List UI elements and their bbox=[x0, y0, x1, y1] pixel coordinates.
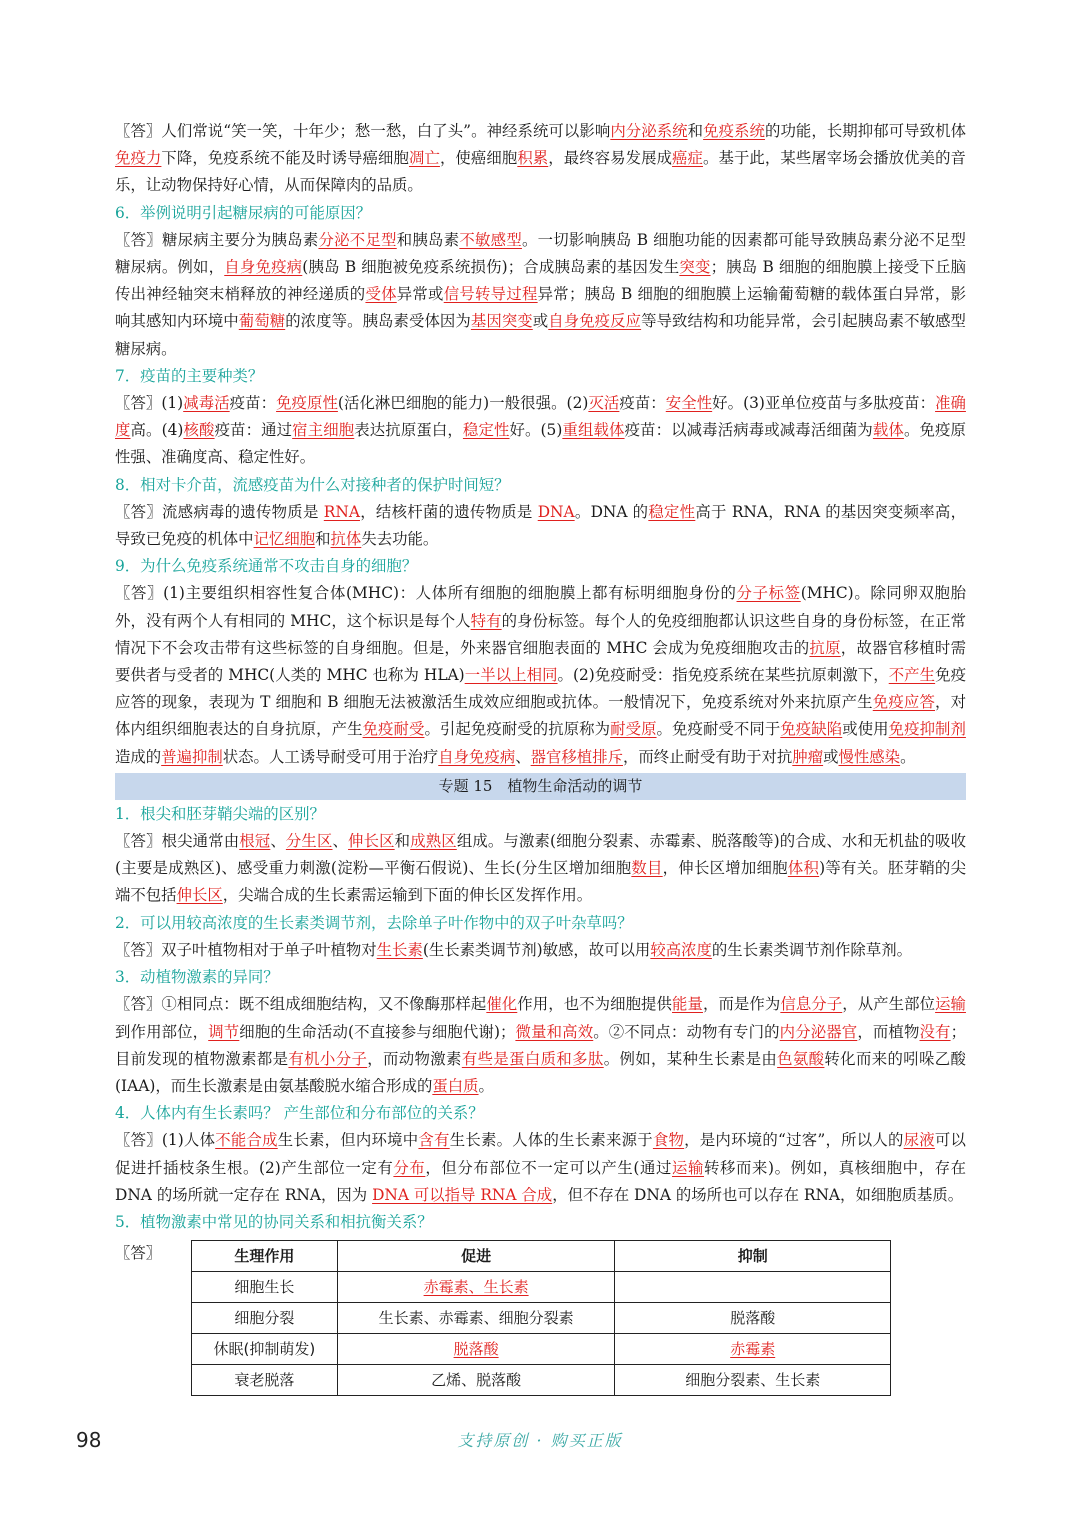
cell-effect bbox=[192, 1365, 338, 1396]
key-term: 分泌不足型 bbox=[318, 230, 397, 249]
cell-effect bbox=[192, 1272, 338, 1303]
table-row bbox=[192, 1334, 891, 1365]
cell-text: 脱落酸 bbox=[730, 1308, 776, 1327]
key-term: 器官移植排斥 bbox=[530, 747, 623, 766]
text-segment: 5．植物激素中常见的协同关系和相抗衡关系？ bbox=[115, 1212, 433, 1231]
text-segment: 〖答〗糖尿病主要分为胰岛素 bbox=[115, 230, 319, 249]
cell-promote bbox=[337, 1334, 615, 1365]
cell-promote bbox=[337, 1365, 615, 1396]
text-segment: 。例如，某种生长素是由 bbox=[603, 1049, 778, 1068]
key-term: 普遍抑制 bbox=[161, 747, 223, 766]
text-segment: 疫苗：以减毒活病毒或减毒活细菌为 bbox=[624, 421, 873, 440]
table-row bbox=[192, 1365, 891, 1396]
question-heading bbox=[115, 801, 966, 828]
key-term: 肿瘤 bbox=[792, 747, 824, 766]
text-segment: 高于 RNA，RNA 的基因突变频率高，导致已免疫的机体中 bbox=[115, 502, 966, 549]
key-term: 食物 bbox=[652, 1131, 685, 1150]
key-term: DNA bbox=[537, 502, 575, 521]
text-segment: 4．人体内有生长素吗？ 产生部位和分布部位的关系？ bbox=[115, 1104, 484, 1123]
key-term: 免疫抑制剂 bbox=[888, 720, 966, 739]
key-term: 积累 bbox=[517, 149, 549, 168]
key-term: 内分泌器官 bbox=[779, 1022, 858, 1041]
key-term: 信号转导过程 bbox=[443, 285, 538, 304]
cell-inhibit bbox=[615, 1272, 891, 1303]
key-term: 宿主细胞 bbox=[292, 421, 355, 440]
text-segment: 好。(5) bbox=[509, 421, 563, 440]
key-term: 基因突变 bbox=[470, 312, 533, 331]
text-segment: 和 bbox=[315, 530, 331, 549]
key-term: 突变 bbox=[679, 258, 711, 277]
question-heading bbox=[115, 1100, 966, 1127]
answer-paragraph bbox=[115, 118, 966, 200]
cell-text: 休眠(抑制萌发) bbox=[213, 1339, 316, 1358]
key-term: 特有 bbox=[470, 611, 502, 630]
text-segment: 免疫应答的现象，表现为 T 细胞和 B 细胞无法被激活生成效应细胞或抗体。一般情况下，免疫系统对外来抗原产生 bbox=[115, 666, 966, 712]
key-term: 抗体 bbox=[330, 530, 362, 549]
text-segment: 〖答〗(1) bbox=[115, 394, 184, 413]
text-segment: 失去功能。 bbox=[361, 530, 439, 549]
text-segment: )等有关。胚芽鞘的尖端不包括 bbox=[115, 859, 966, 905]
text-segment: 。DNA 的 bbox=[574, 502, 649, 521]
key-term: 信息分子 bbox=[780, 995, 843, 1014]
text-segment: ，使癌细胞 bbox=[439, 149, 518, 168]
text-segment: 作用，也不为细胞提供 bbox=[517, 995, 673, 1014]
key-term: 慢性感染 bbox=[838, 747, 901, 766]
text-segment: 生长素，但内环境中 bbox=[277, 1131, 419, 1150]
text-segment: 。 bbox=[478, 1076, 494, 1095]
text-segment: ，故器官移植时需要供者与受者的 MHC(人类的 MHC 也称为 HLA) bbox=[115, 638, 966, 685]
key-term: 分生区 bbox=[285, 832, 333, 851]
text-segment: 。免疫原性强、准确度高、稳定性好。 bbox=[115, 421, 966, 467]
text-segment: 转化而来的吲哚乙酸(IAA)，而生长激素是由氨基酸脱水缩合形成的 bbox=[115, 1049, 966, 1095]
key-term: 葡萄糖 bbox=[238, 312, 286, 331]
question-heading bbox=[115, 472, 966, 499]
cell-text: 细胞生长 bbox=[234, 1277, 295, 1296]
text-segment: 转移而来)。例如，真核细胞中，存在 DNA 的场所就一定存在 RNA，因为 bbox=[115, 1158, 966, 1204]
cell-inhibit bbox=[615, 1303, 891, 1334]
cell-promote bbox=[337, 1272, 615, 1303]
key-term: 较高浓度 bbox=[650, 940, 712, 959]
paragraph-list bbox=[115, 118, 966, 1236]
text-segment: 7．疫苗的主要种类？ bbox=[115, 366, 264, 385]
text-segment: ，对体内组织细胞表达的自身抗原，产生 bbox=[115, 693, 966, 739]
key-term: 受体 bbox=[365, 285, 397, 304]
text-segment: 的浓度等。胰岛素受体因为 bbox=[285, 312, 471, 331]
key-term: 分布 bbox=[393, 1158, 426, 1177]
key-term: 核酸 bbox=[183, 421, 215, 440]
text-segment: (MHC)。除同卵双胞胎外，没有两个人有相同的 MHC，这个标识是每个人 bbox=[115, 584, 966, 630]
key-term: 能量 bbox=[672, 995, 703, 1014]
text-segment: 的功能，长期抑郁可导致机体 bbox=[764, 122, 966, 140]
cell-text: 生长素、赤霉素、细胞分裂素 bbox=[378, 1308, 574, 1327]
key-term: 免疫系统 bbox=[703, 122, 765, 140]
text-segment: 。 bbox=[900, 747, 916, 766]
text-segment: 9．为什么免疫系统通常不攻击自身的细胞？ bbox=[115, 557, 418, 576]
key-term: 尿液 bbox=[903, 1131, 935, 1150]
key-term: 凋亡 bbox=[408, 149, 440, 168]
text-segment: 好。(3)亚单位疫苗与多肽疫苗： bbox=[712, 394, 936, 413]
answer-paragraph bbox=[115, 1127, 966, 1209]
text-segment: ，而动物激素 bbox=[367, 1049, 462, 1068]
text-segment: 。一切影响胰岛 B 细胞功能的因素都可能导致胰岛素分泌不足型糖尿病。例如， bbox=[115, 230, 966, 277]
text-segment: 。免疫耐受不同于 bbox=[656, 720, 781, 739]
text-segment: (胰岛 B 细胞被免疫系统损伤)；合成胰岛素的基因发生 bbox=[302, 258, 680, 277]
header-inhibit: 抑制 bbox=[615, 1241, 891, 1272]
text-segment: 疫苗： bbox=[229, 394, 277, 413]
answer-paragraph bbox=[115, 227, 966, 363]
text-segment: 的身份标签。每个人的免疫细胞都认识这些自身的身份标签，在正常情况下不会攻击带有这些标签的自身细胞。但是，外来器官细胞表面的 MHC 会成为免疫细胞攻击的 bbox=[115, 611, 966, 657]
text-segment: (活化淋巴细胞的能力)一般很强。(2) bbox=[337, 394, 589, 413]
question-heading bbox=[115, 553, 966, 580]
text-segment: 生长素。人体的生长素来源于 bbox=[449, 1131, 653, 1150]
text-segment: 状态。人工诱导耐受可用于治疗 bbox=[222, 747, 439, 766]
key-term: 自身免疫病 bbox=[224, 258, 303, 277]
text-segment: 〖答〗人们常说“笑一笑，十年少；愁一愁，白了头”。神经系统可以影响 bbox=[115, 122, 611, 140]
text-segment: 组成。与激素(细胞分裂素、赤霉素、脱落酸等)的合成、水和无机盐的吸收(主要是成熟区)、感受重力刺激(淀粉—平衡石假说)、生长(分生区增加细胞 bbox=[115, 832, 966, 878]
text-segment: 疫苗：通过 bbox=[214, 421, 293, 440]
text-segment: 、 bbox=[332, 832, 349, 851]
cell-text: 脱落酸 bbox=[453, 1339, 499, 1358]
cell-effect bbox=[192, 1303, 338, 1334]
key-term: 没有 bbox=[919, 1022, 951, 1041]
key-term: 不产生 bbox=[888, 666, 936, 685]
key-term: 不能合成 bbox=[215, 1131, 278, 1150]
key-term: 免疫耐受 bbox=[362, 720, 425, 739]
text-segment: 〖答〗双子叶植物相对于单子叶植物对 bbox=[115, 940, 377, 959]
header-promote: 促进 bbox=[337, 1241, 615, 1272]
key-term: 微量和高效 bbox=[515, 1022, 594, 1041]
text-segment: 〖答〗(1)人体 bbox=[115, 1131, 216, 1150]
answer-paragraph bbox=[115, 499, 966, 553]
key-term: 一半以上相同 bbox=[464, 666, 558, 685]
key-term: 免疫应答 bbox=[872, 693, 936, 712]
text-segment: 造成的 bbox=[115, 747, 162, 766]
key-term: 伸长区 bbox=[176, 886, 223, 905]
cell-text: 赤霉素 bbox=[730, 1339, 776, 1358]
key-term: 内分泌系统 bbox=[610, 122, 688, 140]
key-term: 体积 bbox=[787, 859, 820, 878]
text-segment: 3．动植物激素的异同？ bbox=[115, 968, 279, 987]
key-term: 有些是蛋白质和多肽 bbox=[461, 1049, 604, 1068]
text-segment: 到作用部位， bbox=[115, 1022, 209, 1041]
text-segment: 和 bbox=[394, 832, 411, 851]
text-segment: ，而是作为 bbox=[702, 995, 781, 1014]
text-segment: 8．相对卡介苗，流感疫苗为什么对接种者的保护时间短？ bbox=[115, 475, 510, 494]
cell-effect bbox=[192, 1334, 338, 1365]
key-term: 安全性 bbox=[665, 394, 713, 413]
footer-watermark: 支持原创 · 购买正版 bbox=[457, 1431, 623, 1450]
text-segment: 。②不同点：动物有专门的 bbox=[593, 1022, 780, 1041]
key-term: 运输 bbox=[935, 995, 966, 1014]
key-term: 免疫缺陷 bbox=[780, 720, 843, 739]
text-segment: 和 bbox=[687, 122, 704, 140]
text-segment: ；胰岛 B 细胞的细胞膜上接受下丘脑传出神经轴突末梢释放的神经递质的 bbox=[115, 258, 966, 304]
key-term: 自身免疫反应 bbox=[548, 312, 642, 331]
table-row bbox=[192, 1272, 891, 1303]
text-segment: ，最终容易发展成 bbox=[548, 149, 673, 168]
answer-paragraph bbox=[115, 580, 966, 770]
key-term: 灭活 bbox=[588, 394, 620, 413]
text-segment: 或使用 bbox=[842, 720, 889, 739]
text-segment: 的生长素类调节剂作除草剂。 bbox=[711, 940, 912, 959]
text-segment: 〖答〗(1)主要组织相容性复合体(MHC)：人体所有细胞的细胞膜上都有标明细胞身份的 bbox=[115, 584, 737, 603]
text-segment: ，结核杆菌的遗传物质是 bbox=[359, 502, 538, 521]
cell-text: 细胞分裂素、生长素 bbox=[685, 1370, 821, 1389]
key-term: 免疫力 bbox=[115, 149, 162, 168]
text-segment: ，是内环境的“过客”，所以人的 bbox=[684, 1131, 904, 1150]
text-segment: ，尖端合成的生长素需运输到下面的伸长区发挥作用。 bbox=[222, 886, 593, 905]
key-term: 抗原 bbox=[809, 638, 841, 657]
cell-text: 赤霉素、生长素 bbox=[423, 1277, 529, 1296]
key-term: 免疫原性 bbox=[276, 394, 338, 413]
text-segment: 2．可以用较高浓度的生长素类调节剂，去除单子叶作物中的双子叶杂草吗？ bbox=[115, 913, 633, 932]
text-segment: 可以促进扦插枝条生根。(2)产生部位一定有 bbox=[115, 1131, 966, 1177]
text-segment: 专题 15 植物生命活动的调节 bbox=[438, 776, 643, 795]
key-term: 蛋白质 bbox=[432, 1076, 479, 1095]
cell-text: 乙烯、脱落酸 bbox=[431, 1370, 522, 1389]
text-segment: ，从产生部位 bbox=[842, 995, 936, 1014]
text-segment: 细胞的生命活动(不直接参与细胞代谢)； bbox=[239, 1022, 516, 1041]
text-segment: ；目前发现的植物激素都是 bbox=[115, 1022, 966, 1068]
text-segment: 高。(4) bbox=[130, 421, 184, 440]
key-term: 癌症 bbox=[672, 149, 703, 168]
key-term: 稳定性 bbox=[462, 421, 510, 440]
key-term: 运输 bbox=[671, 1158, 704, 1177]
text-segment: ，伸长区增加细胞 bbox=[662, 859, 788, 878]
key-term: DNA 可以指导 RNA 合成 bbox=[372, 1185, 553, 1204]
text-segment: 6．举例说明引起糖尿病的可能原因？ bbox=[115, 203, 372, 222]
text-segment: ，而植物 bbox=[857, 1022, 920, 1041]
key-term: 催化 bbox=[486, 995, 518, 1014]
text-segment: 、 bbox=[515, 747, 531, 766]
question-heading bbox=[115, 964, 966, 991]
text-segment: 或 bbox=[532, 312, 549, 331]
key-term: 耐受原 bbox=[610, 720, 657, 739]
question-heading bbox=[115, 200, 966, 227]
table-header-row bbox=[192, 1241, 891, 1272]
cell-inhibit bbox=[615, 1334, 891, 1365]
text-segment: 疫苗： bbox=[619, 394, 666, 413]
page-number: 98 bbox=[76, 1428, 102, 1452]
text-segment: 。(2)免疫耐受：指免疫系统在某些抗原刺激下， bbox=[557, 666, 889, 685]
answer-table-block bbox=[115, 1240, 966, 1396]
key-term: 记忆细胞 bbox=[253, 530, 316, 549]
key-term: 调节 bbox=[208, 1022, 240, 1041]
key-term: 生长素 bbox=[376, 940, 423, 959]
text-segment: 表达抗原蛋白， bbox=[354, 421, 463, 440]
text-segment: 〖答〗根尖通常由 bbox=[115, 832, 240, 851]
key-term: 重组载体 bbox=[562, 421, 625, 440]
text-segment: 等导致结构和功能异常，会引起胰岛素不敏感型糖尿病。 bbox=[115, 312, 966, 358]
key-term: 载体 bbox=[872, 421, 904, 440]
cell-promote bbox=[337, 1303, 615, 1334]
answer-paragraph bbox=[115, 991, 966, 1100]
key-term: 减毒活 bbox=[183, 394, 230, 413]
key-term: 自身免疫病 bbox=[438, 747, 516, 766]
answer-paragraph bbox=[115, 390, 966, 472]
text-segment: 异常或 bbox=[396, 285, 444, 304]
text-segment: 和胰岛素 bbox=[396, 230, 460, 249]
text-segment: ，而终止耐受有助于对抗 bbox=[622, 747, 793, 766]
key-term: 伸长区 bbox=[348, 832, 395, 851]
page-content bbox=[115, 118, 966, 1396]
question-heading bbox=[115, 363, 966, 390]
text-segment: 或 bbox=[823, 747, 839, 766]
text-segment: 。基于此，某些屠宰场会播放优美的音乐，让动物保持好心情，从而保障肉的品质。 bbox=[115, 149, 966, 195]
text-segment: 、 bbox=[270, 832, 286, 851]
text-segment: ，但分布部位不一定可以产生(通过 bbox=[425, 1158, 672, 1177]
header-effect: 生理作用 bbox=[192, 1241, 338, 1272]
key-term: 准确度 bbox=[115, 394, 966, 440]
question-heading bbox=[115, 1209, 966, 1236]
cell-inhibit bbox=[615, 1365, 891, 1396]
text-segment: 1．根尖和胚芽鞘尖端的区别？ bbox=[115, 804, 325, 823]
key-term: 分子标签 bbox=[736, 584, 801, 603]
key-term: 不敏感型 bbox=[459, 230, 522, 249]
key-term: 成熟区 bbox=[410, 832, 457, 851]
question-heading bbox=[115, 910, 966, 937]
hormone-relations-table bbox=[191, 1240, 891, 1396]
text-segment: ，但不存在 DNA 的场所也可以存在 RNA，如细胞质基质。 bbox=[552, 1185, 964, 1204]
answer-paragraph bbox=[115, 828, 966, 910]
answer-paragraph bbox=[115, 937, 966, 964]
key-term: 含有 bbox=[418, 1131, 450, 1150]
text-segment: 〖答〗流感病毒的遗传物质是 bbox=[115, 502, 324, 521]
key-term: 根冠 bbox=[239, 832, 271, 851]
key-term: 有机小分子 bbox=[288, 1049, 368, 1068]
section-banner bbox=[115, 773, 966, 800]
cell-text: 细胞分裂 bbox=[234, 1308, 295, 1327]
text-segment: 异常；胰岛 B 细胞的细胞膜上运输葡萄糖的载体蛋白异常，影响其感知内环境中 bbox=[115, 285, 966, 331]
key-term: 色氨酸 bbox=[777, 1049, 825, 1068]
text-segment: (生长素类调节剂)敏感，故可以用 bbox=[422, 940, 651, 959]
cell-text: 衰老脱落 bbox=[234, 1370, 295, 1389]
table-row bbox=[192, 1303, 891, 1334]
key-term: 稳定性 bbox=[648, 502, 696, 521]
answer-label: 〖答〗 bbox=[115, 1244, 162, 1263]
text-segment: 。引起免疫耐受的抗原称为 bbox=[424, 720, 611, 739]
text-segment: 〖答〗①相同点：既不组成细胞结构，又不像酶那样起 bbox=[115, 995, 487, 1014]
key-term: 数目 bbox=[631, 859, 663, 878]
key-term: RNA bbox=[323, 502, 360, 521]
text-segment: 下降，免疫系统不能及时诱导癌细胞 bbox=[161, 149, 409, 168]
